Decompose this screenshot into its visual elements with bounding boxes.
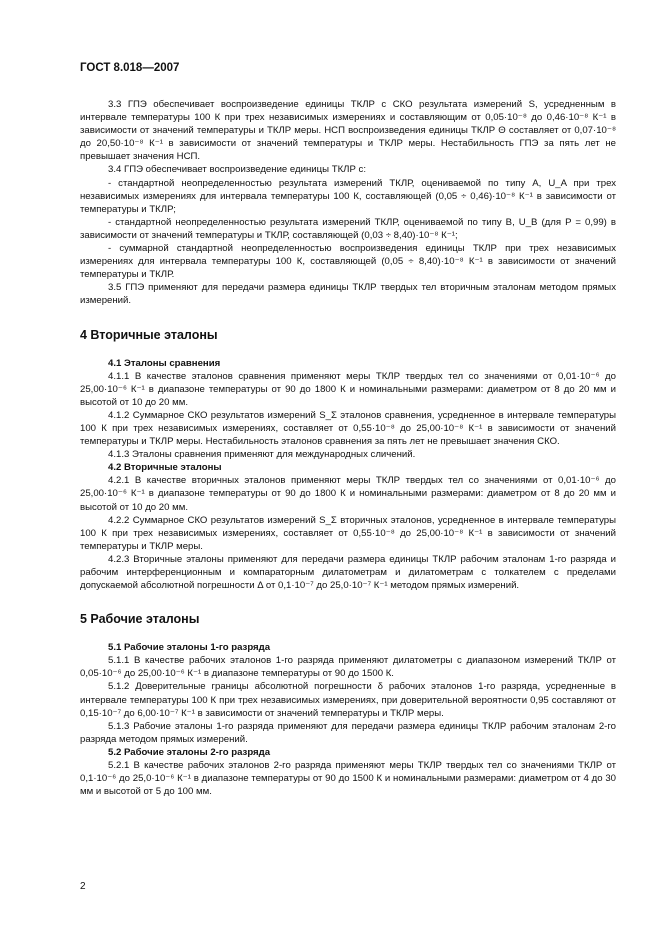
paragraph-5-1-1: 5.1.1 В качестве рабочих эталонов 1-го разряда применяют дилатометры с диапазоном измерений ТКЛР от 0,05·10⁻⁶ до 25,00·10⁻⁶ К⁻¹ в диапазоне температуры от 90 до 1500 К. [80, 655, 616, 680]
paragraph-4-2-3: 4.2.3 Вторичные эталоны применяют для передачи размера единицы ТКЛР рабочим эталонам 1-го разряда и рабочим интерференционным и компараторным дилатометрам и дилатометрам с толкателем с пределами допускаемой абсолютной погрешности Δ от 0,1·10⁻⁷ до 25,0·10⁻⁷ К⁻¹ методом прямых измерений. [80, 553, 616, 592]
paragraph-3-4-item-a: - стандартной неопределенностью результата измерений ТКЛР, оцениваемой по типу A, U_A при трех независимых измерениях для интервала температуры 100 К, составляющей (0,05 ÷ 0,46)·10⁻⁸ К⁻¹ в зависимости от температуры и ТКЛР; [80, 177, 616, 215]
paragraph-4-1-2: 4.1.2 Суммарное СКО результатов измерений S_Σ эталонов сравнения, усредненное в интервале температуры 100 К при трех независимых измерениях, составляет от 0,55·10⁻⁸ до 25,00·10⁻⁸ К⁻¹ в зависимости от значений температуры и ТКЛР меры. Нестабильность эталонов сравнения за пять лет не превышает значения СКО. [80, 409, 616, 448]
page-header: ГОСТ 8.018—2007 [80, 62, 180, 74]
paragraph-3-5: 3.5 ГПЭ применяют для передачи размера единицы ТКЛР твердых тел вторичным эталонам методом прямых измерений. [80, 282, 616, 307]
paragraph-5-1-3: 5.1.3 Рабочие эталоны 1-го разряда применяют для передачи размера единицы ТКЛР рабочим эталонам 2-го разряда методом прямых измерений. [80, 720, 616, 745]
paragraph-3-4: 3.4 ГПЭ обеспечивает воспроизведение единицы ТКЛР с: [108, 164, 366, 176]
paragraph-4-2-1: 4.2.1 В качестве вторичных эталонов применяют меры ТКЛР твердых тел со значениями от 0,01·10⁻⁶ до 25,00·10⁻⁶ К⁻¹ в диапазоне температуры от 90 до 1800 К и номинальными размерами: диаметром от 8 до 20 мм и высотой от 10 до 20 мм. [80, 475, 616, 513]
section-5-title: 5 Рабочие эталоны [80, 612, 200, 627]
heading-4-1: 4.1 Эталоны сравнения [108, 357, 221, 369]
paragraph-4-1-3: 4.1.3 Эталоны сравнения применяют для международных сличений. [108, 449, 416, 461]
paragraph-5-2-1: 5.2.1 В качестве рабочих эталонов 2-го разряда применяют меры ТКЛР твердых тел со значениями ТКЛР от 0,1·10⁻⁶ до 25,0·10⁻⁶ К⁻¹ в диапазоне температуры от 90 до 1500 К и номинальными размерами: диаметром от 4 до 30 мм и высотой от 5 до 100 мм. [80, 760, 616, 798]
paragraph-4-1-1: 4.1.1 В качестве эталонов сравнения применяют меры ТКЛР твердых тел со значениями от 0,01·10⁻⁶ до 25,00·10⁻⁶ К⁻¹ в диапазоне температуры от 90 до 1800 К и номинальными размерами: диаметром от 8 до 20 мм и высотой от 10 до 20 мм. [80, 370, 616, 408]
heading-4-2: 4.2 Вторичные эталоны [108, 462, 222, 474]
paragraph-5-1-2: 5.1.2 Доверительные границы абсолютной погрешности δ рабочих эталонов 1-го разряда, усредненные в интервале температуры 100 К при трех независимых измерениях, при доверительной вероятности 0,95 составляют от 0,15·10⁻⁷ до 6,00·10⁻⁷ К⁻¹ в зависимости от значений температуры и ТКЛР меры. [80, 681, 616, 719]
page-number: 2 [80, 881, 86, 892]
section-4-title: 4 Вторичные эталоны [80, 327, 218, 342]
paragraph-4-2-2: 4.2.2 Суммарное СКО результатов измерений S_Σ вторичных эталонов, усредненное в интервале температуры 100 К при трех независимых измерениях, составляет от 0,55·10⁻⁸ до 25,00·10⁻⁸ К⁻¹ в зависимости от значений температуры и ТКЛР меры. [80, 514, 616, 552]
paragraph-3-4-item-b: - стандартной неопределенностью результата измерений ТКЛР, оцениваемой по типу B, U_B (для P = 0,99) в зависимости от значений температуры и ТКЛР, составляющей (0,03 ÷ 8,40)·10⁻⁸ К⁻¹; [80, 216, 616, 241]
heading-5-1: 5.1 Рабочие эталоны 1-го разряда [108, 642, 271, 654]
paragraph-3-3: 3.3 ГПЭ обеспечивает воспроизведение единицы ТКЛР с СКО результата измерений S, усредненным в интервале температуры 100 К при трех независимых измерениях и составляющим от 0,05·10⁻⁸ до 0,46·10⁻⁸ К⁻¹ в зависимости от значений температуры и ТКЛР меры. НСП воспроизведения единицы ТКЛР Θ составляет от 0,07·10⁻⁸ до 20,50·10⁻⁸ К⁻¹ в зависимости от значений температуры и ТКЛР меры. Нестабильность ГПЭ за пять лет не превышает значения НСП. [80, 99, 616, 163]
paragraph-3-4-item-c: - суммарной стандартной неопределенностью воспроизведения единицы ТКЛР при трех независимых измерениях для интервала температуры 100 К, составляющей (0,05 ÷ 8,40)·10⁻⁸ К⁻¹ в зависимости от значений температуры и ТКЛР. [80, 243, 616, 281]
heading-5-2: 5.2 Рабочие эталоны 2-го разряда [108, 746, 271, 758]
document-body [80, 98, 616, 798]
